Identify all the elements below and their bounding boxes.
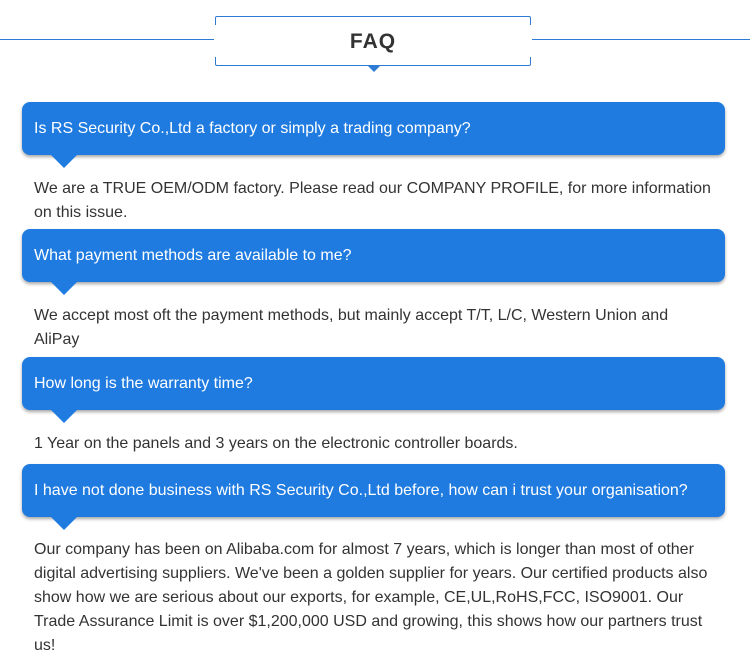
- header-divider-left: [0, 39, 215, 40]
- header-divider-right: [532, 39, 750, 40]
- faq-answer-2: We accept most oft the payment methods, but mainly accept T/T, L/C, Western Union and AliPay: [34, 307, 669, 348]
- faq-question-2[interactable]: [22, 229, 725, 282]
- speech-tail-icon: [50, 409, 78, 423]
- faq-question-3[interactable]: [22, 357, 725, 410]
- faq-answer-4: Our company has been on Alibaba.com for almost 7 years, which is longer than most of other digital advertising suppliers. We've been a golden supplier for years. Our certified products also show how we are serious about our exports, for example, CE,UL,RoHS,FCC, ISO9001. Our Trade Assurance Limit is over $1,200,000 USD and growing, this shows how our partners trust us!: [34, 541, 708, 654]
- page-title: FAQ: [349, 30, 397, 53]
- faq-question-text: What payment methods are available to me?: [34, 247, 352, 264]
- faq-question-1[interactable]: [22, 102, 725, 155]
- speech-tail-icon: [50, 154, 78, 168]
- faq-title-box: [215, 16, 531, 66]
- faq-question-text: Is RS Security Co.,Ltd a factory or simply a trading company?: [34, 120, 471, 137]
- faq-answer-3: 1 Year on the panels and 3 years on the electronic controller boards.: [34, 435, 518, 452]
- faq-question-4[interactable]: [22, 464, 725, 517]
- faq-question-text: I have not done business with RS Security Co.,Ltd before, how can i trust your organisation?: [34, 482, 688, 499]
- faq-answer-1: We are a TRUE OEM/ODM factory. Please read our COMPANY PROFILE, for more information on this issue.: [34, 180, 711, 221]
- faq-question-text: How long is the warranty time?: [34, 375, 253, 392]
- speech-tail-icon: [50, 516, 78, 530]
- caret-down-icon: [368, 66, 380, 72]
- speech-tail-icon: [50, 281, 78, 295]
